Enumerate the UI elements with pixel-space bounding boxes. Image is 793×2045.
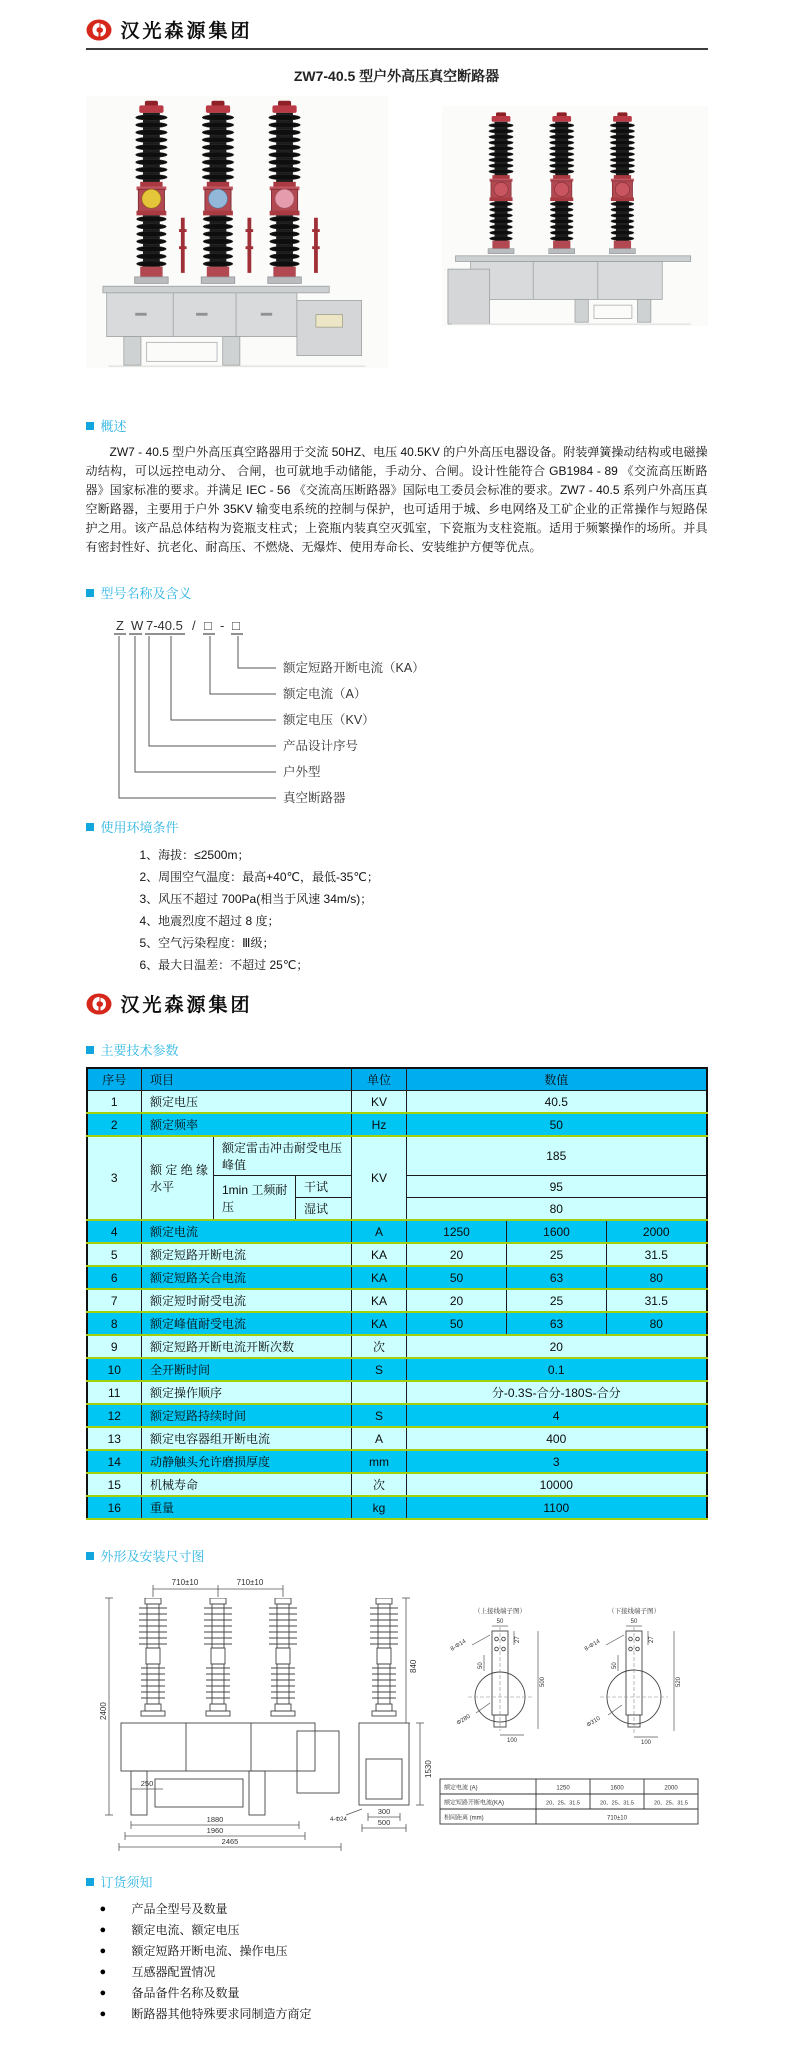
table-row: 1 额定电压 KV 40.5 [87, 1091, 707, 1114]
svg-text:20、25、31.5: 20、25、31.5 [599, 1800, 634, 1807]
detail-diameter: Φ310 [585, 1715, 602, 1729]
ordering-item: ● 备品备件名称及数量 [100, 1983, 708, 2004]
table-row: 6 额定短路关合电流 KA 50 63 80 [87, 1266, 707, 1289]
model-code-w: W [130, 618, 143, 633]
model-code-slash: / [191, 618, 196, 633]
dim-base-width-1: 300 [377, 1807, 390, 1816]
document-page [86, 0, 708, 2045]
model-label: 额定电压（KV） [282, 713, 375, 727]
svg-text:20、25、31.5: 20、25、31.5 [653, 1800, 688, 1807]
section-bullet-icon [86, 1552, 94, 1560]
brand-logo-icon [86, 18, 112, 42]
product-photo-front [86, 96, 388, 368]
page-title: ZW7-40.5 型户外高压真空断路器 [293, 68, 500, 84]
table-header-row: 序号 项目 单位 数值 [87, 1068, 707, 1091]
brand-name: 汉光森源集团 [120, 21, 253, 42]
detail-dim-top: 50 [630, 1619, 637, 1625]
brand-name: 汉光森源集团 [120, 995, 253, 1016]
spec-label: 相间距离 (mm) [443, 1815, 484, 1822]
environment-item: 6、最大日温差：不超过 25℃； [139, 958, 309, 972]
detail-dim-corner: 27 [514, 1636, 521, 1643]
table-row: 15 机械寿命 次 10000 [87, 1473, 707, 1496]
svg-text:20、25、31.5: 20、25、31.5 [545, 1800, 580, 1807]
table-row: 3 额 定 绝 缘水平 额定雷击冲击耐受电压峰值 KV 185 [87, 1136, 707, 1176]
bolt-note: 4-Φ24 [329, 1817, 347, 1823]
section-overview [86, 416, 708, 557]
ordering-item: ● 额定电流、额定电压 [100, 1920, 708, 1941]
mechanism-box [296, 300, 361, 355]
model-code-box1: □ [203, 618, 212, 633]
ordering-item: ● 额定短路开断电流、操作电压 [100, 1941, 708, 1962]
environment-item: 1、海拔：≤2500m； [139, 848, 250, 862]
table-row: 8 额定峰值耐受电流 KA 50 63 80 [87, 1312, 707, 1335]
phase-marker [554, 182, 568, 196]
section-ordering [86, 1872, 708, 2025]
product-photo-side [442, 106, 708, 326]
section-model [86, 583, 708, 815]
section-heading-model: 型号名称及含义 [86, 583, 708, 602]
detail-caption: （下接线端子图） [607, 1608, 660, 1615]
table-row: 7 额定短时耐受电流 KA 20 25 31.5 [87, 1289, 707, 1312]
phase-marker-blue [208, 189, 227, 208]
detail-dim-top: 50 [496, 1619, 503, 1625]
detail-caption: （上接线端子图） [473, 1608, 526, 1615]
table-row: 12 额定短路持续时间 S 4 [87, 1404, 707, 1427]
section-heading-ordering: 订货须知 [86, 1872, 708, 1891]
section-bullet-icon [86, 1046, 94, 1054]
environment-item: 4、地震烈度不超过 8 度； [139, 914, 280, 928]
ordering-list [86, 1899, 708, 2025]
page-header [86, 16, 708, 50]
model-label: 额定电流（A） [282, 687, 366, 701]
phase-marker [615, 182, 629, 196]
model-label: 户外型 [282, 765, 321, 779]
detail-dim-left: 50 [611, 1662, 618, 1669]
environment-list [86, 844, 708, 976]
detail-dim-left: 50 [477, 1662, 484, 1669]
environment-item: 5、空气污染程度：Ⅲ级； [139, 936, 275, 950]
section-bullet-icon [86, 589, 94, 597]
parameters-table [86, 1067, 708, 1520]
table-row: 13 额定电容器组开断电流 A 400 [87, 1427, 707, 1450]
model-label: 额定短路开断电流（KA） [282, 661, 425, 675]
detail-dim-height: 520 [675, 1676, 682, 1687]
brand-logo-icon [86, 992, 112, 1016]
section-bullet-icon [86, 422, 94, 430]
svg-text:2000: 2000 [663, 1785, 678, 1792]
detail-diameter: Φ280 [455, 1713, 472, 1727]
table-row: 4 额定电流 A 1250 1600 2000 [87, 1220, 707, 1243]
nameplate [315, 315, 342, 327]
model-code-dash: - [219, 618, 224, 633]
dim-width-3: 2465 [221, 1837, 238, 1846]
section-bullet-icon [86, 1878, 94, 1886]
table-row: 9 额定短路开断电流开断次数 次 20 [87, 1335, 707, 1358]
overview-paragraph: ZW7 - 40.5 型户外高压真空路器用于交流 50HZ、电压 40.5KV 的户外高压电器设备。附装弹簧操动结构或电磁操动结构，可以远控电动分、 合闸，也可就地手动储能，手动分、合闸。设计性能符合 GB1984 - 89 《交流高压断路器》国家标准的要求。并满足 IEC - 56 《交流高压断路器》国际电工委员会标准的要求。ZW7 - 40.5 系列户外高压真空断路器，主要用于户外 35KV 输变电系统的控制与保护，也可适用于城、乡电网络及工矿企业的正常操作与短路保护之用。该产品总体结构为瓷瓶支柱式；上瓷瓶内装真空灭弧室，下瓷瓶为支柱瓷瓶。适用于频繁操作的场所。并具有密封性好、抗老化、耐高压、不燃烧、无爆炸、使用寿命长、安装维护方便等优点。 [85, 445, 708, 554]
product-photos [86, 96, 708, 368]
detail-dim-height: 500 [539, 1676, 546, 1687]
table-row: 14 动静触头允许磨损厚度 mm 3 [87, 1450, 707, 1473]
table-row: 2 额定频率 Hz 50 [87, 1113, 707, 1136]
dim-base-width-2: 500 [377, 1818, 390, 1827]
dim-phase-gap-1: 710±10 [171, 1578, 198, 1587]
detail-dim-corner: 27 [648, 1636, 655, 1643]
table-row: 湿试 80 [87, 1198, 707, 1221]
table-row: 10 全开断时间 S 0.1 [87, 1358, 707, 1381]
environment-item: 2、周围空气温度：最高+40℃，最低-35℃； [139, 870, 379, 884]
dim-width-1: 1880 [206, 1815, 223, 1824]
ordering-item: ● 断路器其他特殊要求同制造方商定 [100, 2004, 708, 2025]
section-environment [86, 817, 708, 976]
dimension-drawing [86, 1573, 706, 1861]
section-heading-dimensions: 外形及安装尺寸图 [86, 1546, 708, 1565]
detail-dim-bottom: 100 [640, 1740, 651, 1746]
dim-frame-height: 1530 [423, 1760, 433, 1778]
ordering-item: ● 产品全型号及数量 [100, 1899, 708, 1920]
detail-holes: 8-Φ14 [449, 1638, 467, 1653]
dim-width-2: 1960 [206, 1826, 223, 1835]
svg-text:1600: 1600 [609, 1785, 624, 1792]
section-parameters [86, 1040, 708, 1520]
environment-item: 3、风压不超过 700Pa(相当于风速 34m/s)； [139, 892, 373, 906]
dim-phase-gap-2: 710±10 [236, 1578, 263, 1587]
dim-pole-height: 840 [408, 1659, 418, 1673]
dim-total-height: 2400 [98, 1702, 108, 1720]
table-row: 5 额定短路开断电流 KA 20 25 31.5 [87, 1243, 707, 1266]
section-heading-parameters: 主要技术参数 [86, 1040, 708, 1059]
model-code-voltage: 7-40.5 [145, 618, 183, 633]
phase-marker-yellow [141, 189, 160, 208]
section-heading-environment: 使用环境条件 [86, 817, 708, 836]
model-label: 产品设计序号 [282, 739, 358, 753]
detail-dim-bottom: 100 [506, 1738, 517, 1744]
detail-holes: 8-Φ14 [583, 1638, 601, 1653]
table-row: 16 重量 kg 1100 [87, 1496, 707, 1519]
section-dimensions [86, 1546, 708, 1866]
phase-marker-pink [275, 189, 294, 208]
mechanism-box [447, 269, 489, 324]
svg-text:1250: 1250 [555, 1785, 570, 1792]
model-code-box2: □ [231, 618, 240, 633]
table-row: 1min 工频耐压 干试 95 [87, 1176, 707, 1198]
section-heading-overview: 概述 [86, 416, 708, 435]
spec-label: 额定短路开断电流(KA) [443, 1800, 504, 1807]
svg-text:710±10: 710±10 [606, 1815, 627, 1822]
model-code-diagram [86, 610, 706, 810]
spec-label: 额定电流 (A) [443, 1785, 478, 1792]
section-bullet-icon [86, 823, 94, 831]
phase-marker [493, 182, 507, 196]
drawing-spec-table [440, 1779, 698, 1824]
model-code-z: Z [115, 618, 124, 633]
page-header-secondary [86, 990, 708, 1022]
table-row: 11 额定操作顺序 分-0.3S-合分-180S-合分 [87, 1381, 707, 1404]
dim-inner-width: 250 [140, 1779, 153, 1788]
ordering-item: ● 互感器配置情况 [100, 1962, 708, 1983]
model-label: 真空断路器 [282, 791, 346, 805]
